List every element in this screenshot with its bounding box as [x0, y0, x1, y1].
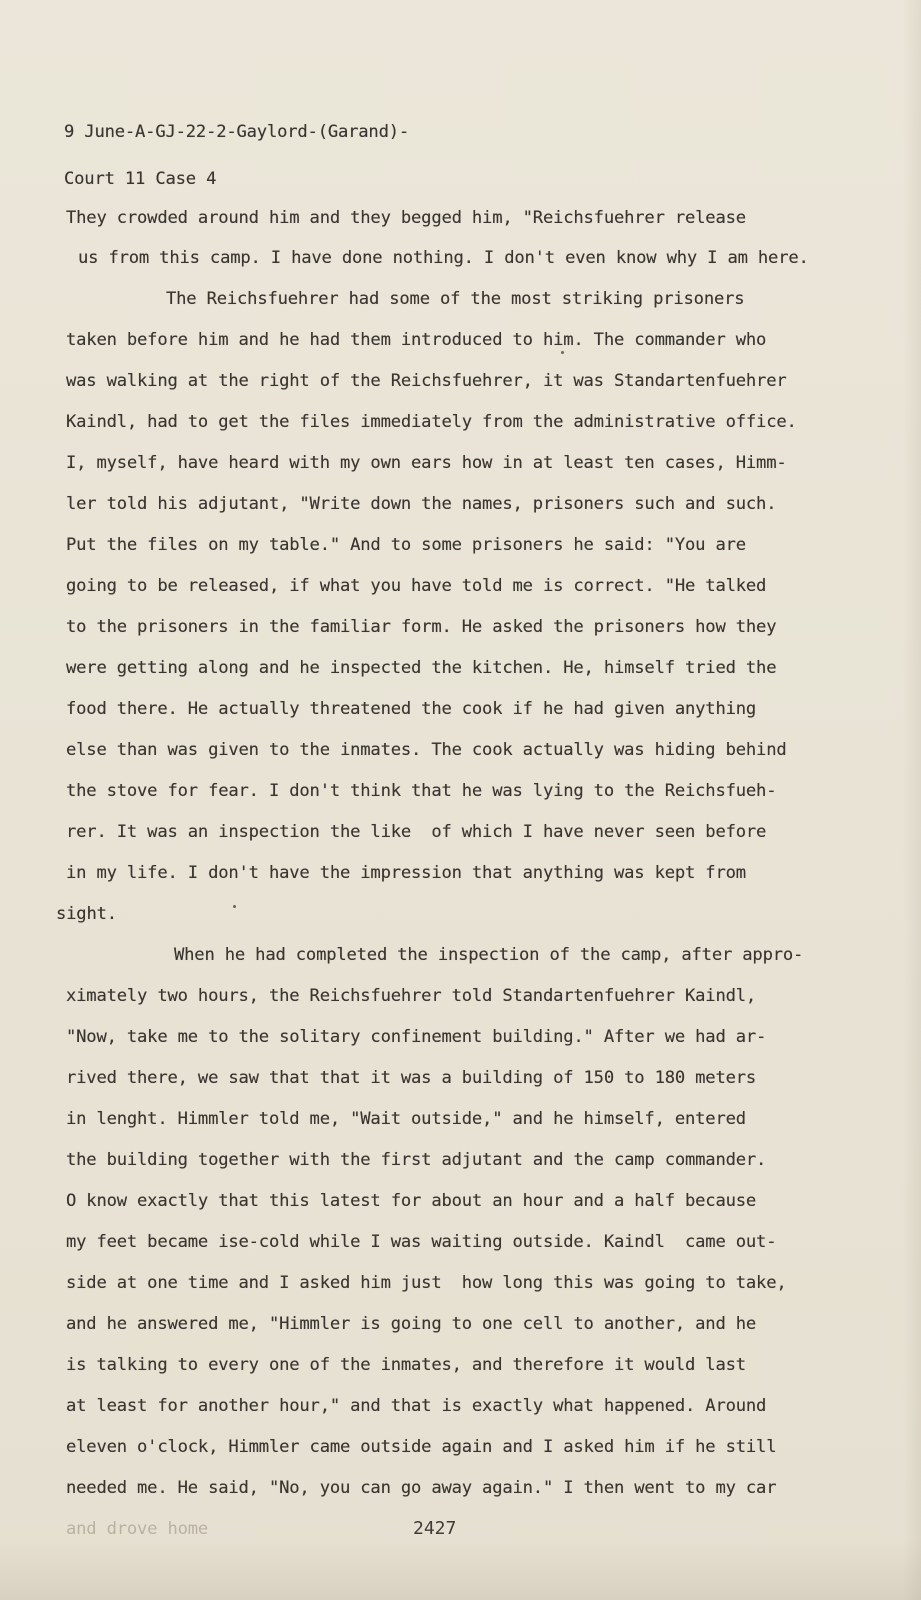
ink-speck: [233, 905, 236, 908]
text-line: the stove for fear. I don't think that he was lying to the Reichsfueh-: [66, 781, 777, 801]
text-line: were getting along and he inspected the kitchen. He, himself tried the: [66, 658, 777, 678]
text-line: sight.: [56, 904, 117, 924]
text-line: "Now, take me to the solitary confinement building." After we had ar-: [66, 1027, 767, 1047]
text-line: side at one time and I asked him just how long this was going to take,: [66, 1273, 787, 1293]
page-edge-shadow: [903, 0, 921, 1600]
text-line: in my life. I don't have the impression that anything was kept from: [66, 863, 746, 883]
text-line: is talking to every one of the inmates, and therefore it would last: [66, 1355, 746, 1375]
text-line: at least for another hour," and that is exactly what happened. Around: [66, 1396, 767, 1416]
text-line: eleven o'clock, Himmler came outside again and I asked him if he still: [66, 1437, 777, 1457]
page-bottom-shadow: [0, 1540, 921, 1600]
text-line: Kaindl, had to get the files immediately from the administrative office.: [66, 412, 797, 432]
text-line: They crowded around him and they begged him, "Reichsfuehrer release: [66, 208, 746, 228]
text-line: food there. He actually threatened the cook if he had given anything: [66, 699, 757, 719]
text-line: taken before him and he had them introduced to him. The commander who: [66, 330, 767, 350]
text-line: ler told his adjutant, "Write down the names, prisoners such and such.: [66, 494, 777, 514]
faded-text-line: and drove home: [66, 1519, 209, 1539]
text-line: the building together with the first adjutant and the camp commander.: [66, 1150, 767, 1170]
ink-speck: [561, 351, 564, 354]
text-line: going to be released, if what you have told me is correct. "He talked: [66, 576, 767, 596]
text-line: else than was given to the inmates. The cook actually was hiding behind: [66, 740, 787, 760]
text-line: my feet became ise-cold while I was waiting outside. Kaindl came out-: [66, 1232, 777, 1252]
text-line: The Reichsfuehrer had some of the most striking prisoners: [166, 289, 745, 309]
text-line: rived there, we saw that that it was a building of 150 to 180 meters: [66, 1068, 757, 1088]
text-line: and he answered me, "Himmler is going to one cell to another, and he: [66, 1314, 757, 1334]
page-number: 2427: [413, 1518, 457, 1539]
text-line: Put the files on my table." And to some prisoners he said: "You are: [66, 535, 746, 555]
text-line: needed me. He said, "No, you can go away again." I then went to my car: [66, 1478, 777, 1498]
text-line: When he had completed the inspection of the camp, after appro-: [174, 945, 804, 965]
text-line: in lenght. Himmler told me, "Wait outside," and he himself, entered: [66, 1109, 746, 1129]
text-line: ximately two hours, the Reichsfuehrer told Standartenfuehrer Kaindl,: [66, 986, 757, 1006]
text-line: to the prisoners in the familiar form. He asked the prisoners how they: [66, 617, 777, 637]
text-line: rer. It was an inspection the like of which I have never seen before: [66, 822, 767, 842]
court-line: Court 11 Case 4: [64, 169, 217, 189]
text-line: O know exactly that this latest for about an hour and a half because: [66, 1191, 757, 1211]
header-line: 9 June-A-GJ-22-2-Gaylord-(Garand)-: [64, 122, 410, 142]
text-line: I, myself, have heard with my own ears how in at least ten cases, Himm-: [66, 453, 787, 473]
text-line: us from this camp. I have done nothing. I don't even know why I am here.: [78, 248, 809, 268]
text-line: was walking at the right of the Reichsfuehrer, it was Standartenfuehrer: [66, 371, 787, 391]
